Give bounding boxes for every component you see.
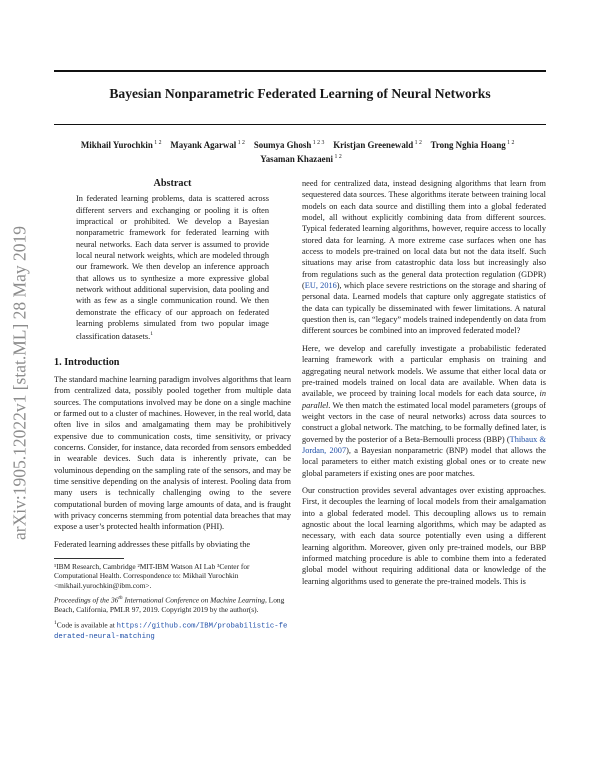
abstract-body <box>76 193 269 342</box>
author-name: Soumya Ghosh $^{1 2 3}$ <box>253 139 325 150</box>
author-affiliation-marks: 1 2 <box>236 140 245 146</box>
arxiv-identifier: arXiv:1905.12022v1 [stat.ML] 28 May 2019 <box>9 226 30 540</box>
paper-title: Bayesian Nonparametric Federated Learning of Neural Networks <box>109 86 491 101</box>
author-affiliation-marks: 1 2 <box>413 140 422 146</box>
author-name: Kristjan Greenewald $^{1 2}$ <box>333 139 422 150</box>
title-rule-top <box>54 70 546 72</box>
author-affiliation-marks: 1 2 <box>505 140 515 146</box>
footnote-proceedings: Proceedings of the 36th International Conference on Machine Learning, Long Beach, California, PMLR 97, 2019. Copyright 2019 by the author(s). <box>54 595 285 615</box>
right-column <box>302 178 546 593</box>
author-list <box>56 137 546 165</box>
footnote-affiliations: ¹IBM Research, Cambridge ²MIT-IBM Watson AI Lab ³Center for Computational Health. Correspondence to: Mikhail Yurochkin <mikhail.yurochkin@ibm.com>. <box>54 562 250 590</box>
author-name: Mikhail Yurochkin $^{1 2}$ <box>80 139 162 150</box>
citation-eu-2016[interactable]: EU, 2016 <box>304 281 337 291</box>
author-name: Trong Nghia Hoang $^{1 2}$ <box>430 139 515 150</box>
author-affiliation-marks: 1 2 3 <box>311 140 325 146</box>
intro-paragraph-1: The standard machine learning paradigm involves algorithms that learn from centralized data, possibly pooled together from multiple data sources. The computations involved may be done on a single machine or farmed out to a cluster of machines. However, in the real world, data often live in silos and amalgamating them may be prohibitively expensive due to communication costs, time sensitivity, or privacy concerns. Consider, for instance, data recorded from sensors embedded in wearable devices. Such data is inherently private, can be voluminous depending on the sampling rate of the sensors, and may be time sensitive depending on the analysis of interest. Pooling data from many users is technically challenging owing to the severe computational burden of moving large amounts of data, and is fraught with privacy concerns stemming from potential data breaches that may expose a user’s protected health information (PHI). <box>54 374 291 532</box>
author-name: Mayank Agarwal $^{1 2}$ <box>170 139 245 150</box>
abstract-footnote-mark: 1 <box>150 331 153 338</box>
author-affiliation-marks: 1 2 <box>333 153 342 160</box>
title-rule-bottom <box>54 124 546 125</box>
abstract-text: In federated learning problems, data is scattered across different servers and exchanging or pooling it is often impractical or prohibited. We develop a Bayesian nonparametric framework for federated learning with neural networks. Each data server is assumed to provide local neural network weights, which are modeled through our framework. We then develop an inference approach that allows us to synthesize a more expressive global network without additional supervision, data pooling and with as few as a single communication round. We then demonstrate the efficacy of our approach on federated learning problems simulated from two popular image classification datasets. <box>76 194 269 342</box>
citation-thibaux-jordan-2007[interactable]: Thibaux & Jordan, 2007 <box>302 434 546 455</box>
author-name: Yasaman Khazaeni $^{1 2}$ <box>260 153 342 164</box>
footnote-code: $^1$Code is available at https://github.com/IBM/probabilistic-federated-neural-matching <box>54 619 288 642</box>
section-heading-introduction: 1. Introduction <box>54 356 120 368</box>
intro-paragraph-4: Our construction provides several advantages over existing approaches. First, it decouples the learning of local models from their amalgamation into a global federated model. This decoupling allows us to remain agnostic about the local learning algorithms, which may be adapted as necessary, with each data source potentially even using a different learning algorithm. Moreover, given only pre-trained models, our BBP informed matching procedure is able to combine them into a federated global model without requiring additional data or knowledge of the learning algorithms used to generate the pre-trained models. This is <box>302 485 546 586</box>
footnote-divider <box>54 558 124 559</box>
left-column <box>54 178 291 647</box>
author-affiliation-marks: 1 2 <box>152 140 162 146</box>
abstract-heading: Abstract <box>153 178 192 189</box>
intro-paragraph-2-continued: need for centralized data, instead designing algorithms that learn from sequestered data sources. These algorithms iterate between training local models on each data source and distilling them into a global federated model, all without explicitly combining data from different sources. Typical federated learning algorithms, however, require access to locally stored data for learning. A more extreme case surfaces when one has access to models pre-trained on local data but not the data itself. Such situations may arise from catastrophic data loss but increasingly also from regulations such as the general data protection regulation (GDPR) (EU, 2016), which place severe restrictions on the storage and sharing of personal data. Learned models that capture only aggregate statistics of the data can typically be disseminated with fewer limitations. A natural question then is, can “legacy” models trained independently on data from different sources be combined into an improved federated model? <box>302 179 546 336</box>
intro-paragraph-3: Here, we develop and carefully investigate a probabilistic federated learning framework with a particular emphasis on training and aggregating neural network models. We assume that either local data or pre-trained models trained on local data are available. When data is available, we proceed by training local models for each data source, in parallel. We then match the estimated local model parameters (groups of weight vectors in the case of neural networks) across data sources to construct a global network. The matching, to be formally defined later, is governed by the posterior of a Beta-Bernoulli process (BBP) (Thibaux & Jordan, 2007), a Bayesian nonparametric (BNP) model that allows the local parameters to either match existing global ones or to create new global parameters if existing ones are poor matches. <box>302 343 546 478</box>
intro-paragraph-2-start: Federated learning addresses these pitfalls by obviating the <box>54 539 251 549</box>
code-repository-link[interactable]: https://github.com/IBM/probabilistic-federated-neural-matching <box>54 622 288 642</box>
